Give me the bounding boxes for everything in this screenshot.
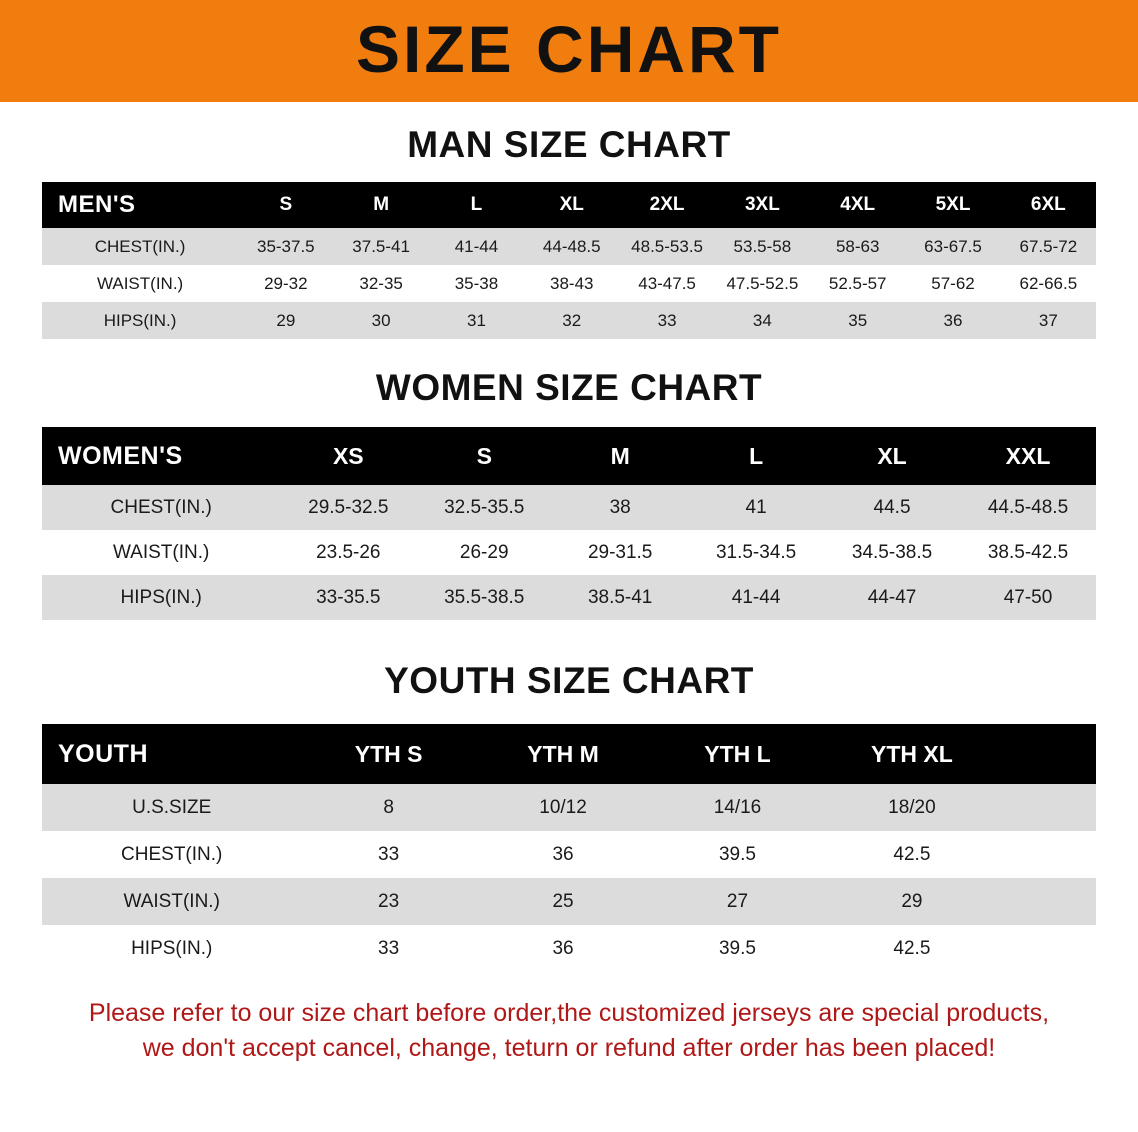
men-chest-5xl: 63-67.5 bbox=[905, 228, 1000, 265]
women-row-hips-label: HIPS(IN.) bbox=[42, 575, 280, 620]
men-header-5xl: 5XL bbox=[905, 182, 1000, 228]
men-waist-3xl: 47.5-52.5 bbox=[715, 265, 810, 302]
youth-row-ussize-label: U.S.SIZE bbox=[42, 784, 301, 831]
men-chest-l: 41-44 bbox=[429, 228, 524, 265]
youth-chest-spacer bbox=[999, 831, 1096, 878]
banner bbox=[0, 0, 1138, 102]
women-hips-l: 41-44 bbox=[688, 575, 824, 620]
women-chest-xs: 29.5-32.5 bbox=[280, 485, 416, 530]
youth-hips-s: 33 bbox=[301, 925, 475, 972]
youth-row-waist-label: WAIST(IN.) bbox=[42, 878, 301, 925]
men-hips-5xl: 36 bbox=[905, 302, 1000, 339]
women-waist-xxl: 38.5-42.5 bbox=[960, 530, 1096, 575]
men-chest-m: 37.5-41 bbox=[333, 228, 428, 265]
youth-chest-l: 39.5 bbox=[650, 831, 824, 878]
man-section-title: MAN SIZE CHART bbox=[407, 124, 731, 165]
men-header-l: L bbox=[429, 182, 524, 228]
table-row bbox=[42, 925, 1096, 972]
women-header-xl: XL bbox=[824, 427, 960, 485]
youth-size-table bbox=[42, 724, 1096, 972]
women-row-chest-label: CHEST(IN.) bbox=[42, 485, 280, 530]
youth-hips-l: 39.5 bbox=[650, 925, 824, 972]
men-waist-s: 29-32 bbox=[238, 265, 333, 302]
women-hips-m: 38.5-41 bbox=[552, 575, 688, 620]
youth-waist-l: 27 bbox=[650, 878, 824, 925]
men-header-3xl: 3XL bbox=[715, 182, 810, 228]
table-row bbox=[42, 575, 1096, 620]
women-hips-xl: 44-47 bbox=[824, 575, 960, 620]
men-waist-l: 35-38 bbox=[429, 265, 524, 302]
youth-hips-spacer bbox=[999, 925, 1096, 972]
men-chest-4xl: 58-63 bbox=[810, 228, 905, 265]
men-hips-l: 31 bbox=[429, 302, 524, 339]
women-header-m: M bbox=[552, 427, 688, 485]
man-size-table bbox=[42, 182, 1096, 339]
youth-chest-m: 36 bbox=[476, 831, 650, 878]
youth-waist-m: 25 bbox=[476, 878, 650, 925]
youth-header-l: YTH L bbox=[650, 724, 824, 784]
women-waist-xs: 23.5-26 bbox=[280, 530, 416, 575]
women-header-xxl: XXL bbox=[960, 427, 1096, 485]
women-size-table bbox=[42, 427, 1096, 620]
men-waist-2xl: 43-47.5 bbox=[619, 265, 714, 302]
men-hips-4xl: 35 bbox=[810, 302, 905, 339]
men-hips-xl: 32 bbox=[524, 302, 619, 339]
men-waist-m: 32-35 bbox=[333, 265, 428, 302]
women-chest-xxl: 44.5-48.5 bbox=[960, 485, 1096, 530]
table-row bbox=[42, 265, 1096, 302]
women-row-waist-label: WAIST(IN.) bbox=[42, 530, 280, 575]
women-chest-s: 32.5-35.5 bbox=[416, 485, 552, 530]
youth-ussize-spacer bbox=[999, 784, 1096, 831]
women-hips-s: 35.5-38.5 bbox=[416, 575, 552, 620]
women-chest-xl: 44.5 bbox=[824, 485, 960, 530]
youth-ussize-l: 14/16 bbox=[650, 784, 824, 831]
youth-waist-spacer bbox=[999, 878, 1096, 925]
youth-section-title: YOUTH SIZE CHART bbox=[384, 660, 754, 701]
men-hips-2xl: 33 bbox=[619, 302, 714, 339]
women-hips-xxl: 47-50 bbox=[960, 575, 1096, 620]
men-chest-2xl: 48.5-53.5 bbox=[619, 228, 714, 265]
youth-chest-s: 33 bbox=[301, 831, 475, 878]
table-row bbox=[42, 784, 1096, 831]
men-header-xl: XL bbox=[524, 182, 619, 228]
men-header-m: M bbox=[333, 182, 428, 228]
men-header-label: MEN'S bbox=[42, 182, 238, 228]
women-chart-wrap bbox=[0, 427, 1138, 620]
women-header-l: L bbox=[688, 427, 824, 485]
men-chest-s: 35-37.5 bbox=[238, 228, 333, 265]
youth-chart-wrap bbox=[0, 724, 1138, 972]
youth-ussize-xl: 18/20 bbox=[825, 784, 999, 831]
men-chest-3xl: 53.5-58 bbox=[715, 228, 810, 265]
youth-ussize-m: 10/12 bbox=[476, 784, 650, 831]
table-header-row bbox=[42, 724, 1096, 784]
table-header-row bbox=[42, 182, 1096, 228]
men-waist-xl: 38-43 bbox=[524, 265, 619, 302]
youth-header-xl: YTH XL bbox=[825, 724, 999, 784]
men-hips-s: 29 bbox=[238, 302, 333, 339]
table-row bbox=[42, 485, 1096, 530]
youth-row-chest-label: CHEST(IN.) bbox=[42, 831, 301, 878]
table-header-row bbox=[42, 427, 1096, 485]
men-header-4xl: 4XL bbox=[810, 182, 905, 228]
table-row bbox=[42, 831, 1096, 878]
youth-chest-xl: 42.5 bbox=[825, 831, 999, 878]
youth-waist-xl: 29 bbox=[825, 878, 999, 925]
youth-header-s: YTH S bbox=[301, 724, 475, 784]
men-header-6xl: 6XL bbox=[1001, 182, 1096, 228]
table-row bbox=[42, 878, 1096, 925]
women-header-label: WOMEN'S bbox=[42, 427, 280, 485]
men-chest-6xl: 67.5-72 bbox=[1001, 228, 1096, 265]
men-row-chest-label: CHEST(IN.) bbox=[42, 228, 238, 265]
men-row-waist-label: WAIST(IN.) bbox=[42, 265, 238, 302]
table-row bbox=[42, 302, 1096, 339]
page-title: SIZE CHART bbox=[356, 12, 782, 86]
women-waist-s: 26-29 bbox=[416, 530, 552, 575]
youth-hips-xl: 42.5 bbox=[825, 925, 999, 972]
women-waist-xl: 34.5-38.5 bbox=[824, 530, 960, 575]
table-row bbox=[42, 228, 1096, 265]
youth-header-m: YTH M bbox=[476, 724, 650, 784]
youth-row-hips-label: HIPS(IN.) bbox=[42, 925, 301, 972]
disclaimer-line-1: Please refer to our size chart before order,the customized jerseys are special products, bbox=[88, 999, 1050, 1027]
youth-header-label: YOUTH bbox=[42, 724, 301, 784]
men-waist-5xl: 57-62 bbox=[905, 265, 1000, 302]
youth-hips-m: 36 bbox=[476, 925, 650, 972]
women-section-title: WOMEN SIZE CHART bbox=[375, 367, 763, 408]
women-header-xs: XS bbox=[280, 427, 416, 485]
disclaimer-note bbox=[38, 996, 1100, 1065]
table-row bbox=[42, 530, 1096, 575]
men-hips-3xl: 34 bbox=[715, 302, 810, 339]
men-header-s: S bbox=[238, 182, 333, 228]
disclaimer-line-2: we don't accept cancel, change, teturn or refund after order has been placed! bbox=[142, 1033, 996, 1062]
women-header-s: S bbox=[416, 427, 552, 485]
youth-ussize-s: 8 bbox=[301, 784, 475, 831]
men-hips-6xl: 37 bbox=[1001, 302, 1096, 339]
men-waist-4xl: 52.5-57 bbox=[810, 265, 905, 302]
women-waist-l: 31.5-34.5 bbox=[688, 530, 824, 575]
men-waist-6xl: 62-66.5 bbox=[1001, 265, 1096, 302]
youth-waist-s: 23 bbox=[301, 878, 475, 925]
women-chest-l: 41 bbox=[688, 485, 824, 530]
women-chest-m: 38 bbox=[552, 485, 688, 530]
man-chart-wrap bbox=[0, 182, 1138, 339]
youth-header-spacer bbox=[999, 724, 1096, 784]
men-header-2xl: 2XL bbox=[619, 182, 714, 228]
men-row-hips-label: HIPS(IN.) bbox=[42, 302, 238, 339]
men-hips-m: 30 bbox=[333, 302, 428, 339]
men-chest-xl: 44-48.5 bbox=[524, 228, 619, 265]
women-waist-m: 29-31.5 bbox=[552, 530, 688, 575]
women-hips-xs: 33-35.5 bbox=[280, 575, 416, 620]
